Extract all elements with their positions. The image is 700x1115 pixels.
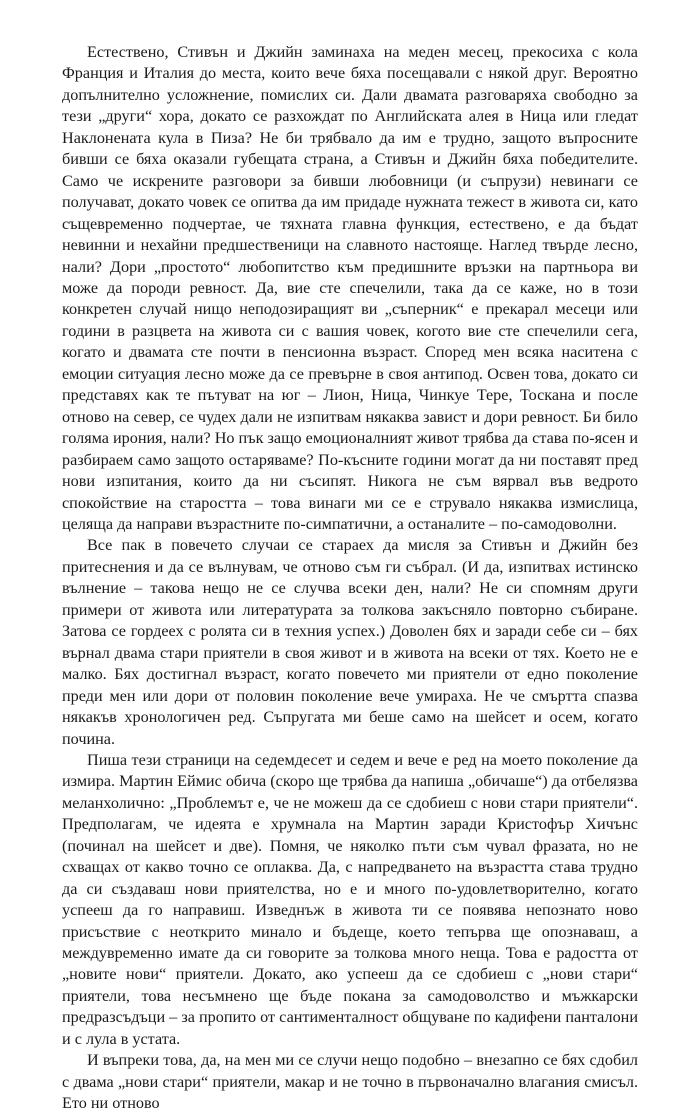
paragraph-3: Пиша тези страници на седемдесет и седем и вече е ред на моето поколение да измира. Мартин Еймис обича (скоро ще трябва да напиша „обичаше“) да отбелязва меланхолично: „Проблемът е, че не можеш да се сдобиеш с нови стари приятели“. Предполагам, че идеята е хрумнала на Мартин заради Кристофър Хичънс (починал на шейсет и две). Помня, че няколко пъти съм чувал фразата, но не схващах от какво точно се оплаква. Да, с напредването на възрастта става трудно да си създаваш нови приятелства, но е и много по-удовлетворително, когато успееш да го направиш. Изведнъж в живота ти се появява непознато ново присъствие с неоткрито минало и бъдеще, което тепърва ще опознаваш, а междувременно имате да си говорите за толкова много неща. Това е радостта от „новите нови“ приятели. Докато, ако успееш да се сдобиеш с „нови стари“ приятели, това несъмнено ще бъде покана за самодоволство и мъжкарски предразсъдъци – за пропито от сантименталност общуване по кадифени панталони и с лула в устата. [62,750,638,1048]
paragraph-1: Естествено, Стивън и Джийн заминаха на меден месец, прекосиха с кола Франция и Италия до места, които вече бяха посещавали с някой друг. Вероятно допълнително усложнение, помислих си. Дали двамата разговаряха свободно за тези „други“ хора, докато се разхождат по Английската алея в Ница или гледат Наклонената кула в Пиза? Не би трябвало да им е трудно, защото въпросните бивши се бяха оказали губещата страна, а Стивън и Джийн бяха победителите. Само че искрените разговори за бивши любовници (и съпрузи) невинаги се получават, докато човек се опитва да им придаде нужната тежест в живота си, като същевременно подчертае, че тяхната главна функция, естествено, е да бъдат невинни и нехайни предшественици на славното настояще. Наглед твърде лесно, нали? Дори „простото“ любопитство към предишните връзки на партньора ви може да породи ревност. Да, вие сте спечелили, така да се каже, но в този конкретен случай нищо неподозиращият ви „съперник“ е прекарал месеци или години в разцвета на живота си с вашия човек, когото вие сте спечелили сега, когато и двамата сте почти в пенсионна възраст. Според мен всяка наситена с емоции ситуация лесно може да се превърне в своя антипод. Освен това, докато си представях как те пътуват на юг – Лион, Ница, Чинкуе Тере, Тоскана и после отново на север, се чудех дали не изпитвам някаква завист и дори ревност. Би било голяма ирония, нали? Но пък защо емоционалният живот трябва да става по-ясен и разбираем само защото остаряваме? По-късните години могат да ни поставят пред нови изпитания, които да ни съсипят. Никога не съм вярвал във ведрото спокойствие на старостта – това винаги ми се е струвало някаква измислица, целяща да направи възрастните по-симпатични, а останалите – по-самодоволни. [62,43,638,533]
document-page [62,42,638,1115]
paragraph-2: Все пак в повечето случаи се стараех да мисля за Стивън и Джийн без притеснения и да се вълнувам, че отново съм ги събрал. (И да, изпитвах истинско вълнение – такова нещо не се случва всеки ден, нали? Не си спомням други примери от живота или литературата за толкова закъсняло повторно събиране. Затова се гордеех с ролята си в техния успех.) Доволен бях и заради себе си – бях върнал двама стари приятели в своя живот и в живота на всеки от тях. Което не е малко. Бях достигнал възраст, когато повечето ми приятели от едно поколение преди мен или дори от половин поколение вече умираха. Не че смъртта спазва някакъв хронологичен ред. Съпругата ми беше само на шейсет и осем, когато почина. [62,536,638,748]
paragraph-4: И въпреки това, да, на мен ми се случи нещо подобно – внезапно се бях сдобил с двама „нови стари“ приятели, макар и не точно в първоначално влагания смисъл. Ето ни отново [62,1051,638,1113]
